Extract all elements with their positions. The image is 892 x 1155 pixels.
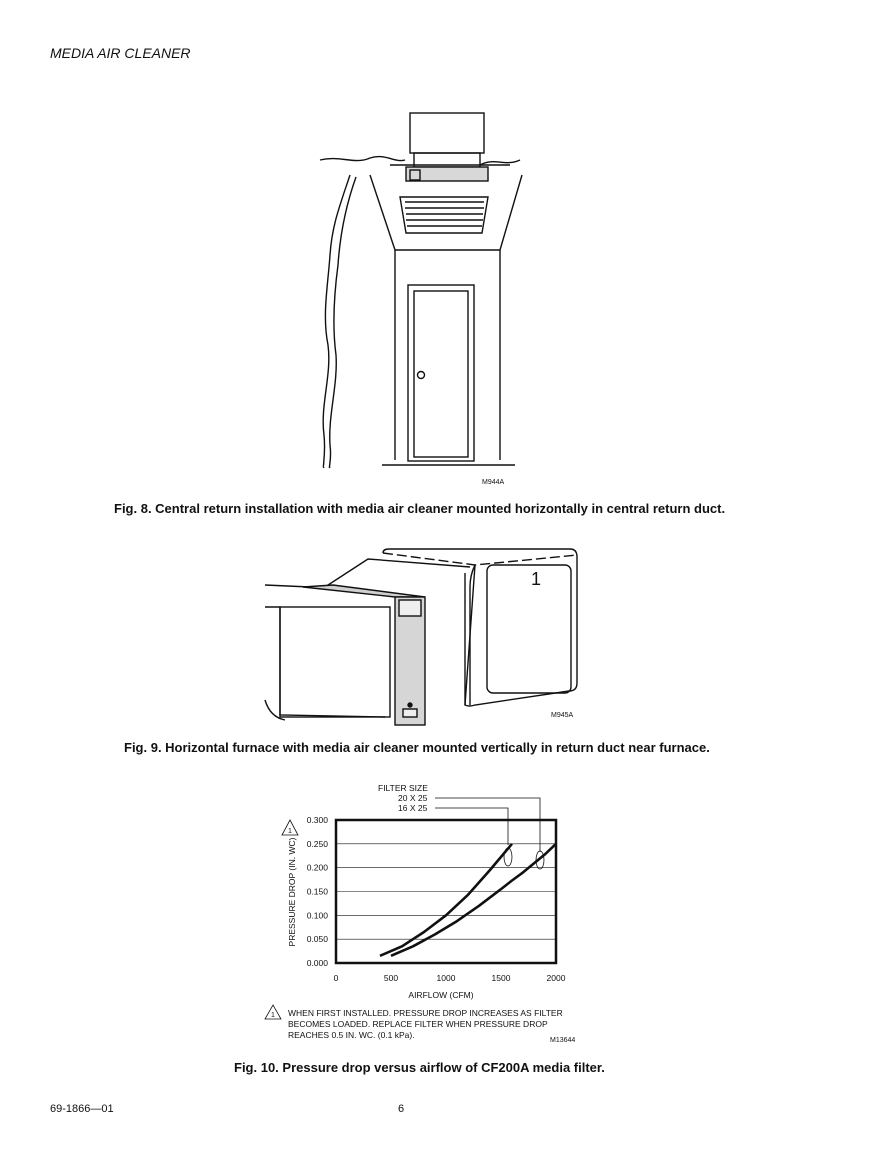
fig9-illustration <box>265 545 585 730</box>
y-tick-label: 0.100 <box>306 910 328 921</box>
y-tick-label: 0.000 <box>306 958 328 968</box>
note-marker-icon <box>282 820 298 835</box>
fig8-illustration <box>310 105 540 490</box>
note-line-3: REACHES 0.5 IN. WC. (0.1 kPa). <box>288 1030 415 1040</box>
note-marker-icon-bottom <box>265 1005 281 1019</box>
page-number: 6 <box>398 1103 405 1115</box>
x-tick-label: 1000 <box>436 973 456 983</box>
x-tick-label: 0 <box>333 973 339 983</box>
filter-size-2: 16 X 25 <box>398 803 428 813</box>
y-tick-label: 0.200 <box>306 862 328 873</box>
fig10-reference-label: M13644 <box>550 1037 576 1044</box>
y-tick-label: 0.050 <box>306 934 328 945</box>
fig10-caption: Fig. 10. Pressure drop versus airflow of CF200A media filter. <box>234 1060 605 1075</box>
x-tick-label: 500 <box>383 973 399 983</box>
y-tick-label: 0.300 <box>306 815 328 825</box>
note-line-2: BECOMES LOADED. REPLACE FILTER WHEN PRESSURE DROP <box>288 1019 548 1029</box>
x-tick-label: 2000 <box>546 973 566 983</box>
note-line-1: WHEN FIRST INSTALLED. PRESSURE DROP INCREASES AS FILTER <box>288 1008 563 1018</box>
y-tick-label: 0.150 <box>306 886 328 897</box>
fig9-caption: Fig. 9. Horizontal furnace with media air cleaner mounted vertically in return duct near furnace. <box>124 740 710 755</box>
filter-size-1: 20 X 25 <box>398 793 428 803</box>
pressure-drop-chart <box>270 780 600 1050</box>
x-axis-label: AIRFLOW (CFM) <box>408 990 474 1000</box>
fig8-caption: Fig. 8. Central return installation with media air cleaner mounted horizontally in central return duct. <box>114 501 726 516</box>
document-number: 69-1866—01 <box>50 1103 114 1115</box>
fig8-reference-label: M944A <box>482 479 505 486</box>
fig9-callout: 1 <box>530 569 542 589</box>
filter-size-heading: FILTER SIZE <box>378 783 428 793</box>
y-axis-label: PRESSURE DROP (IN. WC) <box>287 837 297 947</box>
x-tick-label: 1500 <box>491 973 511 983</box>
note-marker-number-chart: 1 <box>288 828 292 835</box>
running-header: MEDIA AIR CLEANER <box>50 45 191 61</box>
y-tick-label: 0.250 <box>306 838 328 849</box>
note-marker-number: 1 <box>271 1012 275 1019</box>
fig9-reference-label: M945A <box>551 712 574 719</box>
